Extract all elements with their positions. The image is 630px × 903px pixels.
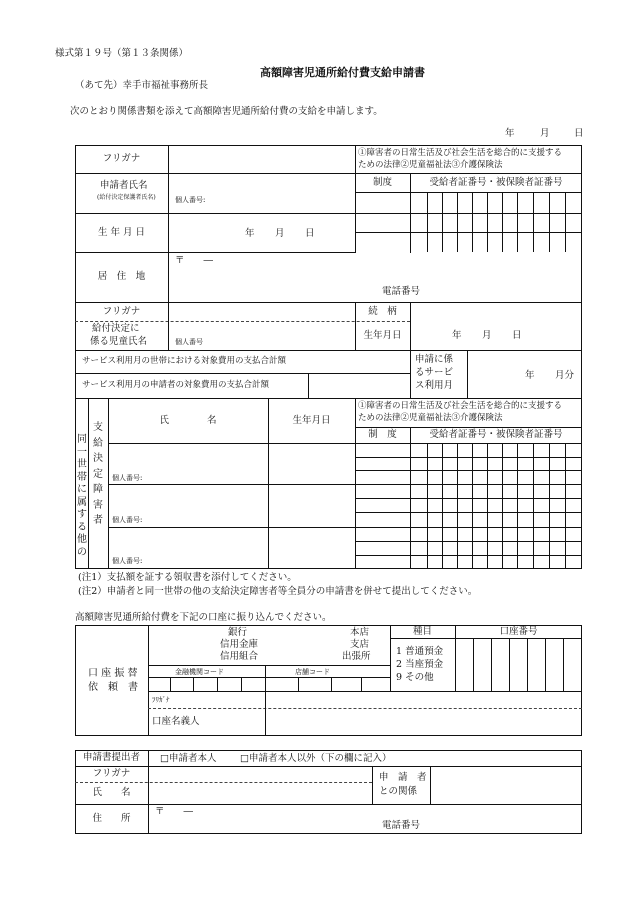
bank-branch: 支店 xyxy=(350,639,370,650)
household-personal-no-3: 個人番号: xyxy=(112,557,143,565)
household-side-label-2: 支 給 決 定 障 害 者 xyxy=(93,422,103,526)
submitter-address-label: 住 所 xyxy=(92,813,131,825)
birth-day: 日 xyxy=(305,228,315,239)
bank-sub-office: 出張所 xyxy=(342,651,371,662)
address-label: 居 住 地 xyxy=(97,271,146,283)
bank-intro: 高額障害児通所給付費を下記の口座に振り込んでください。 xyxy=(75,612,332,623)
submitter-option-other[interactable]: □申請者本人以外（下の欄に記入） xyxy=(240,753,392,764)
household-name-header: 氏 名 xyxy=(159,414,217,426)
submitter-phone: 電話番号 xyxy=(382,820,421,831)
cert-label: 受給者証番号・被保険者証番号 xyxy=(429,176,563,188)
birth-label: 生 年 月 日 xyxy=(97,226,146,238)
applicant-name-note: (給付決定保護者氏名) xyxy=(97,194,156,201)
account-holder-label: 口座名義人 xyxy=(152,716,200,727)
household-birth-header: 生年月日 xyxy=(292,414,331,426)
birth-month: 月 xyxy=(275,228,285,239)
submitter-label: 申請書提出者 xyxy=(82,752,140,764)
bank-type-credit-bank: 信用金庫 xyxy=(220,639,259,650)
household-laws-note-2: ための法律②児童福祉法③介護保険法 xyxy=(358,413,503,423)
account-type-2: 2 当座預金 xyxy=(396,659,444,670)
submitter-option-self[interactable]: □申請者本人 xyxy=(160,753,217,764)
child-birth-day: 日 xyxy=(512,330,522,341)
applicant-furigana-label: フリガナ xyxy=(102,153,141,165)
child-birth-month: 月 xyxy=(482,330,492,341)
applicant-phone: 電話番号 xyxy=(382,286,421,297)
applicant-personal-no: 個人番号: xyxy=(175,196,206,204)
submitter-postal: 〒 ― xyxy=(155,806,194,817)
account-number-header: 口座番号 xyxy=(499,625,538,637)
account-type-header: 種目 xyxy=(412,625,432,637)
applicant-postal: 〒 ― xyxy=(175,255,214,266)
child-birth-label: 生年月日 xyxy=(363,329,402,341)
household-personal-no-1: 個人番号: xyxy=(112,474,143,482)
bank-side-label-2: 依 頼 書 xyxy=(88,682,138,693)
note-2: (注2）申請者と同一世帯の他の支給決定障害者等全員分の申請書を併せて提出してください。 xyxy=(78,586,478,597)
service-month-label-1: 申請に係 xyxy=(415,354,454,365)
service-year: 年 xyxy=(525,370,535,381)
applicant-name-label: 申請者氏名 xyxy=(100,180,148,191)
child-personal-no: 個人番号 xyxy=(175,338,203,346)
laws-note-1: ①障害者の日常生活及び社会生活を総合的に支援する xyxy=(358,148,563,158)
household-total-label: サービス利用月の世帯における対象費用の支払合計額 xyxy=(82,356,287,366)
date-day-label: 日 xyxy=(574,128,584,139)
child-name-label-1: 給付決定に xyxy=(92,323,140,334)
service-month-label-3: ス利用月 xyxy=(415,380,454,391)
submitter-relation-label-2: との関係 xyxy=(379,786,418,797)
bank-head-office: 本店 xyxy=(350,627,370,638)
household-side-label-1: 同 一 世 帯 に 属 す る 他 の xyxy=(77,434,87,558)
bank-furigana-label: ﾌﾘｶﾞﾅ xyxy=(152,696,170,704)
form-title: 高額障害児通所給付費支給申請書 xyxy=(260,66,425,79)
date-year-label: 年 xyxy=(505,128,515,139)
intro-text: 次のとおり関係書類を添えて高額障害児通所給付費の支給を申請します。 xyxy=(70,106,383,117)
child-name-label-2: 係る児童氏名 xyxy=(90,336,148,347)
submitter-relation-label-1: 申 請 者 xyxy=(379,772,427,783)
service-month: 月分 xyxy=(555,370,575,381)
household-cert-header: 受給者証番号・被保険者証番号 xyxy=(429,429,563,441)
household-personal-no-2: 個人番号: xyxy=(112,516,143,524)
bank-type-bank: 銀行 xyxy=(228,627,248,638)
account-type-1: 1 普通預金 xyxy=(396,646,444,657)
service-month-label-2: るサービ xyxy=(415,367,454,378)
household-laws-note-1: ①障害者の日常生活及び社会生活を総合的に支援する xyxy=(358,401,563,411)
submitter-furigana-label: フリガナ xyxy=(92,768,131,780)
note-1: (注1）支払額を証する領収書を添付してください。 xyxy=(78,572,297,583)
birth-year: 年 xyxy=(245,228,255,239)
form-number: 様式第１９号（第１３条関係） xyxy=(55,48,189,59)
branch-code-label: 店舗コード xyxy=(295,668,330,676)
system-label: 制度 xyxy=(372,176,392,188)
bank-code-label: 金融機関コード xyxy=(175,668,224,676)
bank-side-label-1: 口 座 振 替 xyxy=(88,668,138,679)
account-type-3: 9 その他 xyxy=(396,672,434,683)
submitter-name-label: 氏 名 xyxy=(92,787,131,799)
addressee: （あて先）幸手市福祉事務所長 xyxy=(75,80,209,91)
child-birth-year: 年 xyxy=(452,330,462,341)
date-month-label: 月 xyxy=(540,128,550,139)
relation-label: 続 柄 xyxy=(368,305,397,317)
child-furigana-label: フリガナ xyxy=(102,305,141,317)
applicant-total-label: サービス利用月の申請者の対象費用の支払合計額 xyxy=(82,380,270,390)
household-system-header: 制 度 xyxy=(368,429,397,441)
laws-note-2: ための法律②児童福祉法③介護保険法 xyxy=(358,160,503,170)
bank-type-credit-union: 信用組合 xyxy=(220,651,259,662)
